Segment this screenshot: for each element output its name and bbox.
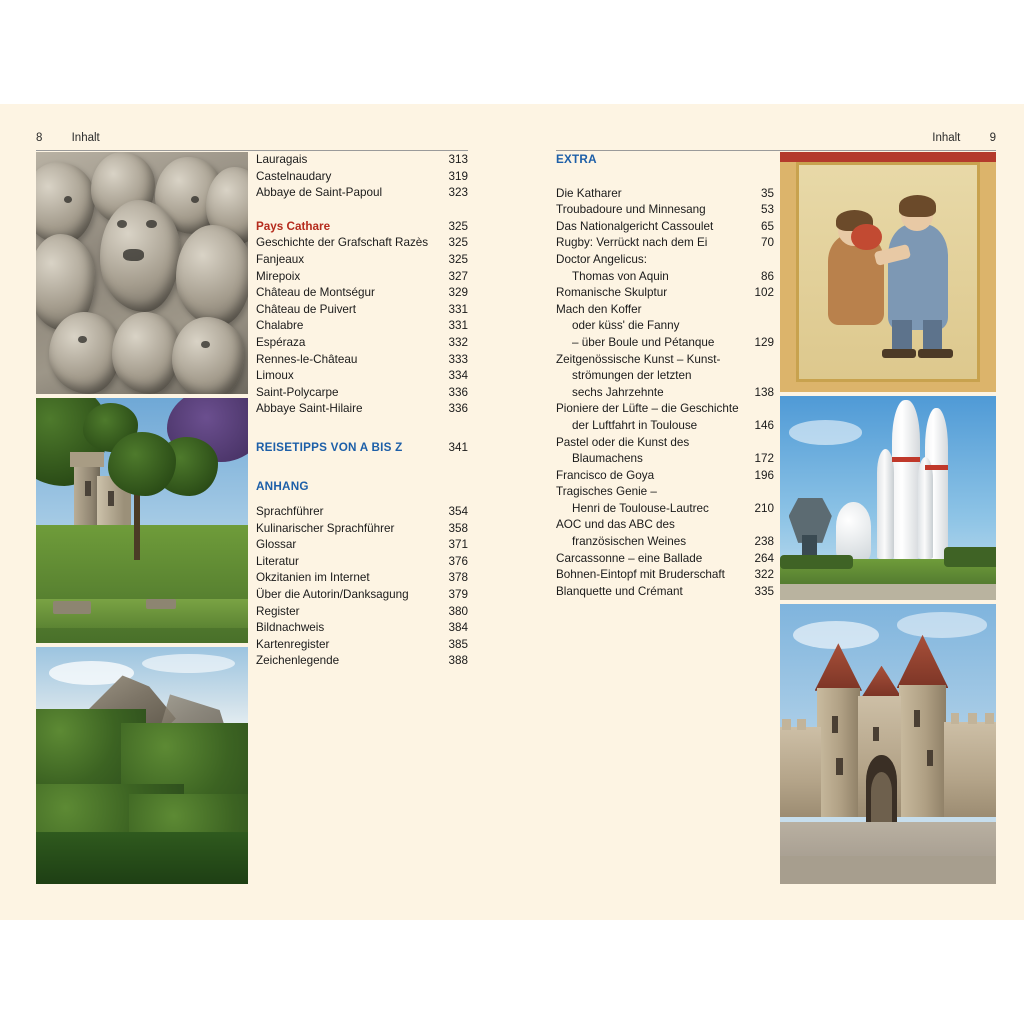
toc-entry[interactable] [256, 554, 468, 571]
toc-entry-label: strömungen der letzten [572, 369, 692, 383]
toc-entry[interactable] [256, 152, 468, 169]
toc-entry-page: 327 [448, 269, 468, 283]
toc-entry-label: Mach den Koffer [556, 302, 642, 316]
toc-entry[interactable] [556, 335, 774, 352]
toc-entry-page: 102 [754, 286, 774, 300]
toc-entry-label: Pastel oder die Kunst des [556, 435, 690, 449]
toc-entry-label: Romanische Skulptur [556, 286, 668, 300]
toc-entry[interactable] [256, 537, 468, 554]
toc-entry-page: 70 [760, 236, 774, 250]
toc-entry-page: 354 [448, 505, 468, 519]
carcassonne-gate-photo [780, 604, 996, 884]
header-rule-right [556, 150, 996, 151]
toc-entry-page: 325 [448, 252, 468, 266]
toc-entry-page: 264 [754, 551, 774, 565]
toc-entry[interactable] [256, 521, 468, 538]
toc-entry-page: 371 [448, 538, 468, 552]
toc-entry[interactable] [556, 451, 774, 468]
toc-entry-page: 331 [448, 302, 468, 316]
toc-entry-label: Limoux [256, 369, 294, 383]
toc-entry-label: oder küss' die Fanny [572, 319, 680, 333]
toc-entry-page: 331 [448, 319, 468, 333]
toc-entry-label: Kartenregister [256, 637, 330, 651]
toc-entry-label: Espéraza [256, 335, 306, 349]
toc-entry[interactable] [256, 285, 468, 302]
toc-entry[interactable] [256, 620, 468, 637]
page-right [512, 104, 1024, 920]
toc-entry[interactable] [256, 318, 468, 335]
toc-entry-label: sechs Jahrzehnte [572, 385, 664, 399]
toc-entry[interactable] [556, 219, 774, 236]
toc-entry-label: Literatur [256, 554, 299, 568]
toc-entry[interactable] [256, 169, 468, 186]
toc-entry[interactable] [556, 318, 774, 335]
toc-entry[interactable] [556, 269, 774, 286]
toc-entry-label: Abbaye Saint-Hilaire [256, 402, 363, 416]
toc-entry-page: 65 [760, 219, 774, 233]
toc-entry-page: 35 [760, 186, 774, 200]
toc-entry[interactable] [556, 252, 774, 269]
montsegur-landscape-photo [36, 647, 248, 884]
toc-entry-page: 322 [754, 568, 774, 582]
toc-entry-label: Castelnaudary [256, 169, 332, 183]
spacer [556, 169, 774, 186]
header-rule-left [36, 150, 468, 151]
toc-entry-page: 334 [448, 369, 468, 383]
running-head-right-label: Inhalt [932, 132, 961, 144]
toc-entry-pays-cathare[interactable] [256, 219, 468, 236]
toc-entry[interactable] [556, 418, 774, 435]
toc-entry-label: Carcassonne – eine Ballade [556, 551, 703, 565]
romanesque-capital-photo [36, 152, 248, 394]
book-spread [0, 104, 1024, 920]
toc-entry[interactable] [556, 567, 774, 584]
spacer [256, 457, 468, 479]
toc-entry-label: französischen Weines [572, 535, 687, 549]
toc-entry-label: der Luftfahrt in Toulouse [572, 418, 698, 432]
toc-entry-page: 379 [448, 588, 468, 602]
toc-entry-label: Zeichenlegende [256, 654, 340, 668]
toc-entry-page: 319 [448, 169, 468, 183]
toc-entry[interactable] [256, 604, 468, 621]
toc-entry[interactable] [256, 385, 468, 402]
toc-entry[interactable] [556, 385, 774, 402]
toc-entry-page: 380 [448, 604, 468, 618]
toc-entry[interactable] [256, 368, 468, 385]
toc-entry-label: Geschichte der Grafschaft Razès [256, 236, 429, 250]
toc-entry-label: Bohnen-Eintopf mit Bruderschaft [556, 568, 725, 582]
toc-entry-page: 86 [760, 269, 774, 283]
toc-entry[interactable] [556, 517, 774, 534]
toc-entry-page: 341 [448, 440, 468, 454]
toc-entry-page: 138 [754, 385, 774, 399]
toc-entry-label: Chalabre [256, 319, 304, 333]
toc-column-right [556, 152, 774, 600]
ariane-rocket-photo [780, 396, 996, 600]
toc-entry-page: 384 [448, 621, 468, 635]
toc-entry[interactable] [256, 335, 468, 352]
toc-entry-page: 313 [448, 153, 468, 166]
toc-entry[interactable] [556, 401, 774, 418]
running-head-right [556, 132, 996, 150]
toc-entry-page: 196 [754, 468, 774, 482]
spacer [256, 418, 468, 440]
toc-entry-page: 332 [448, 335, 468, 349]
toc-entry-label: Rennes-le-Château [256, 352, 358, 366]
toc-entry[interactable] [256, 235, 468, 252]
toc-entry-page: 336 [448, 402, 468, 416]
toc-entry[interactable] [556, 551, 774, 568]
toc-entry-label: Blaumachens [572, 452, 643, 466]
toc-entry-page: 385 [448, 637, 468, 651]
toc-entry[interactable] [556, 534, 774, 551]
toc-entry-label: Zeitgenössische Kunst – Kunst- [556, 352, 721, 366]
toc-entry-page: 129 [754, 335, 774, 349]
toc-entry-page: 146 [754, 418, 774, 432]
toc-entry[interactable] [556, 202, 774, 219]
toc-entry-label: Rugby: Verrückt nach dem Ei [556, 236, 708, 250]
toc-entry-anhang[interactable] [256, 479, 468, 496]
toc-entry[interactable] [256, 587, 468, 604]
toc-entry[interactable] [256, 637, 468, 654]
toc-entry-label: Bildnachweis [256, 621, 325, 635]
toc-entry[interactable] [256, 352, 468, 369]
toc-entry-page: 325 [448, 219, 468, 233]
toc-entry-label: Blanquette und Crémant [556, 584, 683, 598]
toc-entry-label: Pioniere der Lüfte – die Geschichte [556, 402, 739, 416]
toc-entry[interactable] [256, 302, 468, 319]
toc-entry-label: Château de Puivert [256, 302, 357, 316]
toc-entry-label: Pays Cathare [256, 219, 331, 233]
toc-entry-label: Mirepoix [256, 269, 301, 283]
toc-entry[interactable] [256, 269, 468, 286]
toc-entry-label: – über Boule und Pétanque [572, 335, 715, 349]
extra-section-title: EXTRA [556, 153, 597, 166]
toc-entry-label: AOC und das ABC des [556, 518, 675, 532]
toc-entry-label: Über die Autorin/Danksagung [256, 588, 409, 602]
spacer [256, 495, 468, 504]
toc-entry-page: 325 [448, 236, 468, 250]
running-head-left-label: Inhalt [71, 132, 100, 144]
toc-entry[interactable] [256, 504, 468, 521]
toc-entry-label: Troubadoure und Minnesang [556, 203, 706, 217]
toc-entry-page: 53 [760, 203, 774, 217]
page-left [0, 104, 512, 920]
toc-entry-page: 378 [448, 571, 468, 585]
toc-entry-label: Fanjeaux [256, 252, 305, 266]
toc-entry-label: Saint-Polycarpe [256, 385, 339, 399]
toc-entry-label: Abbaye de Saint-Papoul [256, 186, 383, 200]
toc-entry-label: Die Katharer [556, 186, 622, 200]
toc-entry-page: 333 [448, 352, 468, 366]
toc-entry[interactable] [256, 252, 468, 269]
toc-entry-page: 323 [448, 186, 468, 200]
toc-entry-label: Doctor Angelicus: [556, 252, 647, 266]
toc-entry-label: Kulinarischer Sprachführer [256, 521, 395, 535]
toc-entry-label: Sprachführer [256, 505, 324, 519]
toc-entry-page: 336 [448, 385, 468, 399]
toc-entry-page: 210 [754, 501, 774, 515]
running-head-left [36, 132, 468, 150]
toc-entry-label: Das Nationalgericht Cassoulet [556, 219, 714, 233]
toc-entry[interactable] [556, 186, 774, 203]
toc-entry[interactable] [556, 501, 774, 518]
toc-entry-page: 376 [448, 554, 468, 568]
folio-right: 9 [989, 132, 996, 144]
toc-entry-page: 172 [754, 452, 774, 466]
toc-entry-label: Francisco de Goya [556, 468, 655, 482]
toc-entry-label: Glossar [256, 538, 297, 552]
toc-entry[interactable] [556, 302, 774, 319]
toc-entry[interactable] [556, 484, 774, 501]
toc-entry-label: Register [256, 604, 300, 618]
toc-entry-label: Henri de Toulouse-Lautrec [572, 501, 709, 515]
toc-entry-label: Lauragais [256, 153, 308, 166]
toc-entry-label: Okzitanien im Internet [256, 571, 370, 585]
toc-entry[interactable] [556, 468, 774, 485]
toc-entry-page: 358 [448, 521, 468, 535]
toc-column-left [256, 152, 468, 670]
toc-entry[interactable] [556, 352, 774, 369]
toc-entry[interactable] [556, 368, 774, 385]
toc-entry-label: Château de Montségur [256, 286, 375, 300]
toc-entry-label: REISETIPPS VON A BIS Z [256, 440, 403, 454]
toc-entry-reisetipps[interactable] [256, 440, 468, 457]
toc-entry[interactable] [256, 401, 468, 418]
medieval-manuscript-photo [780, 152, 996, 392]
toc-entry-page: 388 [448, 654, 468, 668]
toc-entry-label: Thomas von Aquin [572, 269, 669, 283]
spacer [256, 202, 468, 219]
toc-entry-label: Tragisches Genie – [556, 485, 657, 499]
toc-entry[interactable] [256, 570, 468, 587]
toc-entry[interactable] [556, 584, 774, 601]
toc-entry-label: ANHANG [256, 479, 309, 493]
toc-entry-page: 335 [754, 584, 774, 598]
toc-entry[interactable] [556, 435, 774, 452]
toc-entry[interactable] [256, 653, 468, 670]
toc-entry[interactable] [556, 235, 774, 252]
toc-entry-page: 329 [448, 286, 468, 300]
folio-left: 8 [36, 132, 43, 144]
toc-entry-page: 238 [754, 535, 774, 549]
toc-entry[interactable] [256, 185, 468, 202]
chateau-puivert-photo [36, 398, 248, 643]
toc-entry[interactable] [556, 285, 774, 302]
